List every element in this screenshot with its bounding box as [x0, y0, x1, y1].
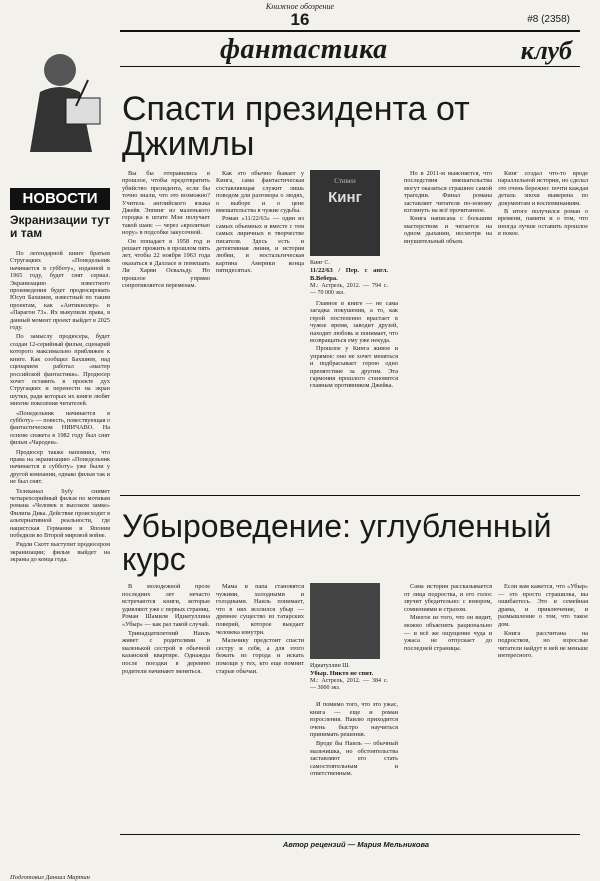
page-number: 16 [290, 10, 310, 29]
bottom-rule [120, 834, 580, 835]
article-paragraph: Вы бы отправились в прошлое, чтобы предотвратить убийство президента, если бы точно знали, что это возможно? Учитель английского языка Джейк Эппинг из маленького городка в штате Мэн получает такой шанс — через «кроличью нору» в подсобке закусочной. [122, 170, 210, 237]
book-info-pub: М.: Астрель, 2012. — 384 с. — 3000 экз. [310, 678, 388, 691]
section-rule [120, 66, 580, 67]
news-paragraph: По легендарной книге братьев Стругацких «Понедельник начинается в субботу», изданной в 1965 году, будет снят сериал. Экранизацию известного произведения будет продюсировать Юсуп Бахшиев, известный по таким проектам, как «Антикиллер» и «Парагон 73». Их выкупили права, в данный момент проект выйдет в 2025 году. [10, 250, 110, 332]
article1-column-5 [498, 170, 588, 490]
article2-column-3 [310, 583, 398, 833]
article2-column-4 [404, 583, 492, 833]
book-info-author: Кинг С. [310, 260, 330, 266]
article2-headline: Убыроведение: углубленный курс [122, 508, 552, 577]
article-divider [120, 495, 580, 496]
sidebar [10, 40, 110, 881]
book-cover-name: Кинг [328, 189, 362, 206]
article-paragraph: И помимо того, что это ужас, книга — еще и роман взросления. Наилю приходится очень быстро научиться принимать решения. [310, 701, 398, 739]
article1-body [122, 170, 590, 490]
article-paragraph: Роман «11/22/63» — один из самых объемных и вместе с тем самых лиричных в творчестве писателя. Здесь есть и детективная линия, и история любви, и ностальгическая картина Америки конца пятидесятых. [216, 215, 304, 275]
article-paragraph: Мама и папа становятся чужими, холодными и голодными. Наиль понимает, что в них вселился убыр — древнее существо из татарских поверий, которое выедает человека изнутри. [216, 583, 304, 636]
article-paragraph: Вроде бы Наиль — обычный мальчишка, но обстоятельства заставляют его стать самостоятельным и ответственным. [310, 739, 398, 778]
news-paragraph: Телеканал Syfy снимет четырехсерийный фильм по мотивам романа «Человек в высоком замке» Филипа Дика. Действие происходит в альтернативной реальности, где нацистская Германия и Япония победили во Второй мировой войне. [10, 487, 110, 540]
article1-headline: Спасти президента от Джимлы [122, 90, 470, 163]
article2-column-3-text [310, 701, 398, 779]
article2-column-2 [216, 583, 304, 833]
news-subtitle: Экранизации тут и там [10, 213, 110, 240]
article-paragraph: Книга рассчитана на подростков, но взрослые читатели найдут в ней не меньше интересного. [498, 629, 588, 660]
article2-body [122, 583, 590, 833]
article-paragraph: Но в 2011-м выясняется, что последствия вмешательства могут оказаться страшнее самой трагедии. Финал романа заставляет читателя по-новому взглянуть на всё прочитанное. [404, 170, 492, 215]
article-paragraph: Он попадает в 1958 год и решает прожить в прошлом пять лет, чтобы 22 ноября 1963 года оказаться в Далласе и помешать Ли Харви Освальду. Но прошлое упрямо сопротивляется переменам. [122, 237, 210, 290]
article-paragraph: Главное в книге — не сама загадка покушения, а то, как герой постепенно врастает в чужое время, заводит друзей, находит любовь и понимает, что возвращаться ему уже некуда. [310, 300, 398, 345]
article1-column-3-text [310, 300, 398, 391]
paper-name: Книжное обозрение [265, 2, 335, 11]
news-paragraph: По замыслу продюсера, будет создан 12-серийный фильм, сценарий которого максимально приближен к книге. Как сообщил Бахшиев, над сценарием работал «мастер российской фантастики». Продюсер хочет оставить в проекте дух Стругацких и перенести на экран шутки, ради которых их книги любят многие поколения читателей. [10, 333, 110, 408]
book-cover-author: Стивен [334, 177, 356, 185]
news-paragraph: Ридли Скотт выступит продюсером экранизации; фильм выйдет на экраны до конца года. [10, 541, 110, 564]
article-paragraph: Кинг создал что-то вроде параллельной истории, но сделал это очень бережно: почти каждая деталь эпохи выверена по документам и воспоминаниям. [498, 170, 588, 207]
article-paragraph: Книга написана с большим мастерством и читается на одном дыхании, несмотря на внушительный объем. [404, 215, 492, 245]
section-banner [120, 32, 580, 65]
article-paragraph: Мальчику предстоит спасти сестру и себя, а для этого бежать из города и искать помощи у тех, кто еще помнит старые обычаи. [216, 637, 304, 675]
book-info-title: 11/22/63 / Пер. с англ. В.Вебера. [310, 267, 388, 282]
article-paragraph: Сама история рассказывается от лица подростка, и его голос звучит убедительно: с юмором, сомнениями и страхом. [404, 583, 492, 613]
book-info-title: Убыр. Никто не спит. [310, 670, 374, 677]
book-cover-2 [310, 583, 380, 659]
article-paragraph: Как это обычно бывает у Кинга, сама фантастическая составляющая служит лишь поводом для разговора о людях, о выборе и о цене вмешательства в чужие судьбы. [216, 170, 304, 215]
article1-column-1 [122, 170, 210, 490]
news-body [10, 250, 110, 850]
club-title: клуб [520, 36, 572, 65]
article1-column-3 [310, 170, 398, 490]
news-paragraph: Продюсер также напомнил, что права на экранизацию «Понедельник начинается в субботу» уже были у другой компании, однако фильм так и не был снят. [10, 448, 110, 486]
news-heading: НОВОСТИ [10, 188, 110, 210]
article-paragraph: В молодежной прозе последних лет нечасто встречаются книги, которые удивляют уже с первых страниц. Роман Шамиля Идиатуллина «Убыр» — как раз такой случай. [122, 583, 210, 628]
article1-column-4 [404, 170, 492, 490]
article-paragraph: Тринадцатилетний Наиль живет с родителями и маленькой сестрой в обычной казанской квартире. Однажды после поездки в деревню родители начинают меняться. [122, 629, 210, 675]
issue-number: #8 (2358) [527, 14, 570, 25]
section-title: фантастика [220, 34, 388, 65]
news-caption: Подготовил Даниил Мартин [10, 874, 90, 881]
book-info-author: Идиатуллин Ш. [310, 663, 350, 669]
article-paragraph: Многое из того, что он видит, можно объяснить рационально — и всё же ощущение чуда и ужаса не отпускает до последней страницы. [404, 614, 492, 652]
article2-column-1 [122, 583, 210, 833]
article1-column-2 [216, 170, 304, 490]
scribe-illustration [10, 40, 110, 155]
article-paragraph: Прошлое у Кинга живое и упрямое: оно не хочет меняться и подбрасывает герою одно препятствие за другим. Эта гармония прошлого становится главным противником Джейка. [310, 345, 398, 390]
news-paragraph: «Понедельник начинается в субботу» — повесть, повествующая о фантастическом НИИЧАВО. На основе сюжета в 1982 году был снят фильм «Чародеи». [10, 409, 110, 447]
book-info [310, 260, 388, 297]
review-author: Автор рецензий — Мария Мельникова [282, 840, 430, 849]
article-paragraph: Если вам кажется, что «Убыр» — это просто страшилка, вы ошибаетесь. Это и семейная драма, и приключение, и размышление о том, что такое дом. [498, 583, 588, 628]
book-info-pub: М.: Астрель, 2012. — 794 с. — 70 000 экз. [310, 283, 388, 296]
article2-column-5 [498, 583, 588, 833]
book-info-2 [310, 663, 388, 692]
article-paragraph: В итоге получился роман о времени, памяти и о том, что иногда лучше оставить прошлое в покое. [498, 208, 588, 238]
book-cover [310, 170, 380, 256]
